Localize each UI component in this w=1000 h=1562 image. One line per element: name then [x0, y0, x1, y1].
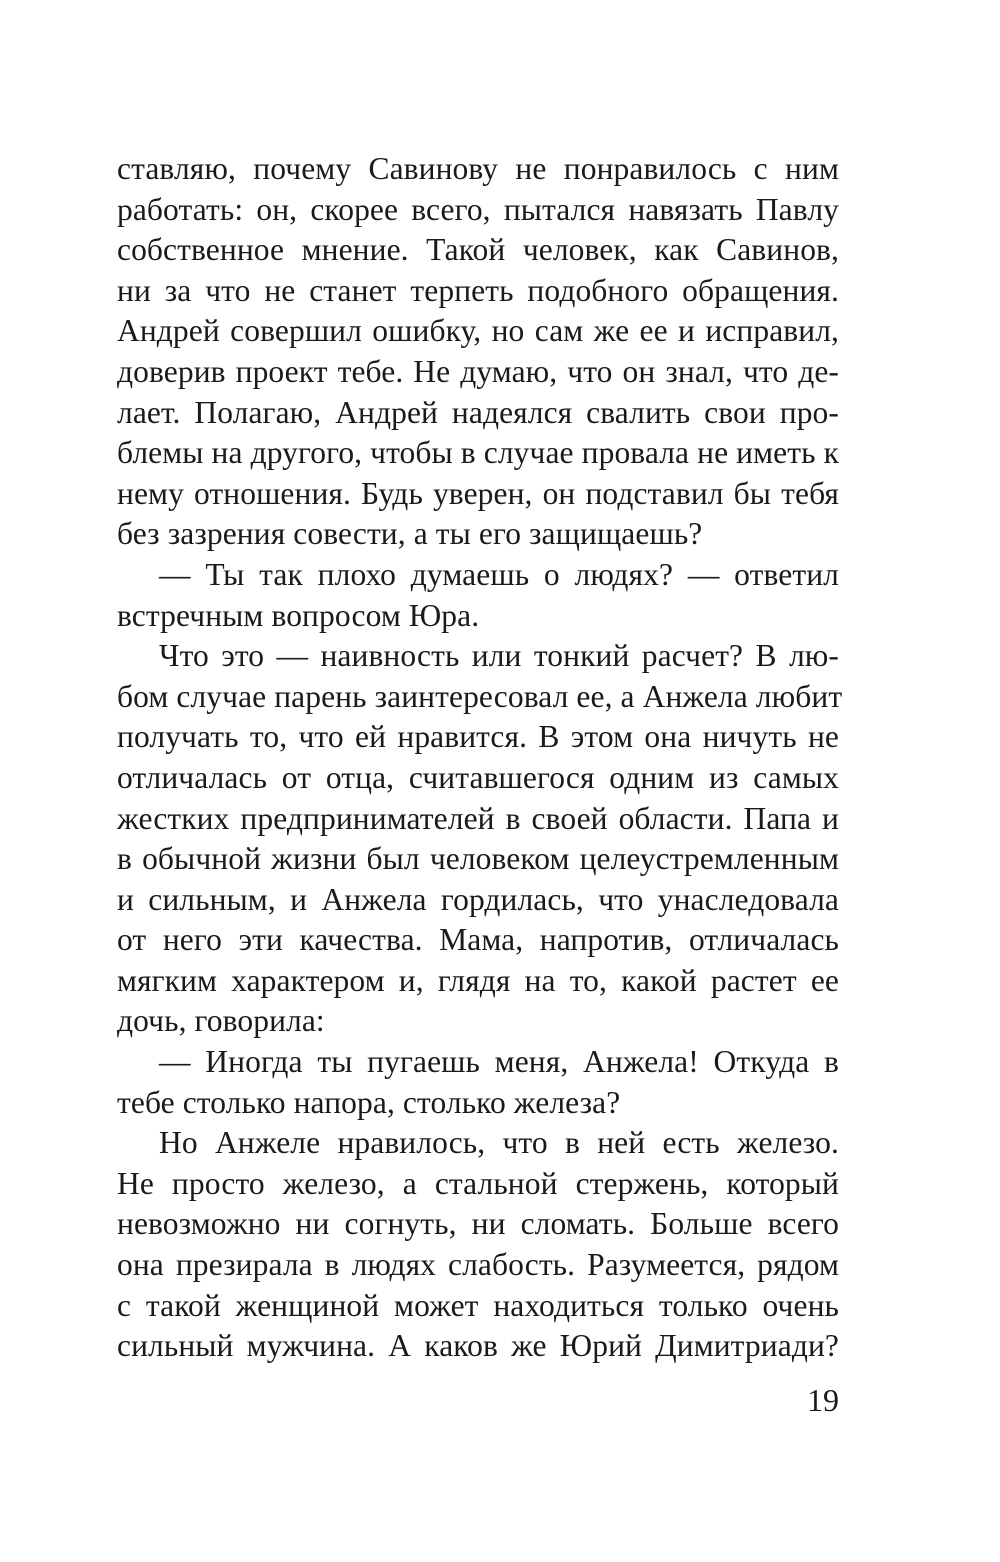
text-line: в обычной жизни был человеком целеустремленным — [117, 841, 839, 877]
text-line: собственное мнение. Такой человек, как Савинов, — [117, 232, 839, 268]
text-line: она презирала в людях слабость. Разумеется, рядом — [117, 1247, 839, 1283]
body-text — [117, 149, 843, 1367]
text-line: получать то, что ей нравится. В этом она ничуть не — [117, 719, 839, 755]
text-line: ни за что не станет терпеть подобного обращения. — [117, 272, 839, 308]
text-line: бом случае парень заинтересовал ее, а Анжела любит — [117, 678, 843, 714]
text-line: работать: он, скорее всего, пытался навязать Павлу — [117, 191, 839, 227]
text-line: встречным вопросом Юра. — [117, 597, 480, 633]
text-line: и сильным, и Анжела гордилась, что унаследовала — [117, 881, 839, 917]
text-line: отличалась от отца, считавшегося одним из самых — [117, 759, 839, 795]
text-line: блемы на другого, чтобы в случае провала не иметь к — [117, 435, 839, 471]
text-line: Что это — наивность или тонкий расчет? В лю- — [159, 638, 839, 674]
text-line: без зазрения совести, а ты его защищаешь? — [117, 516, 703, 552]
text-line: ставляю, почему Савинову не понравилось с ним — [117, 151, 839, 186]
text-line: с такой женщиной может находиться только очень — [117, 1287, 839, 1323]
text-line: сильный мужчина. А каков же Юрий Димитриади? — [117, 1328, 839, 1364]
text-line: Но Анжеле нравилось, что в ней есть железо. — [159, 1125, 839, 1161]
text-line: лает. Полагаю, Андрей надеялся свалить свои про- — [117, 394, 839, 430]
text-line: доверив проект тебе. Не думаю, что он знал, что де- — [117, 353, 839, 389]
text-line: Не просто железо, а стальной стержень, который — [117, 1165, 839, 1201]
text-line: Андрей совершил ошибку, но сам же ее и исправил, — [117, 313, 839, 349]
text-line: мягким характером и, глядя на то, какой растет ее — [117, 962, 839, 998]
text-line: дочь, говорила: — [117, 1003, 325, 1039]
text-line: нему отношения. Будь уверен, он подставил бы тебя — [117, 475, 839, 511]
text-line: невозможно ни согнуть, ни сломать. Больше всего — [117, 1206, 839, 1242]
text-line: тебе столько напора, столько железа? — [117, 1084, 621, 1120]
text-line: — Ты так плохо думаешь о людях? — ответил — [159, 556, 839, 592]
text-line: жестких предпринимателей в своей области. Папа и — [117, 800, 839, 836]
text-line: — Иногда ты пугаешь меня, Анжела! Откуда в — [159, 1044, 839, 1080]
text-line: от него эти качества. Мама, напротив, отличалась — [117, 922, 839, 958]
page-number: 19 — [807, 1382, 839, 1418]
